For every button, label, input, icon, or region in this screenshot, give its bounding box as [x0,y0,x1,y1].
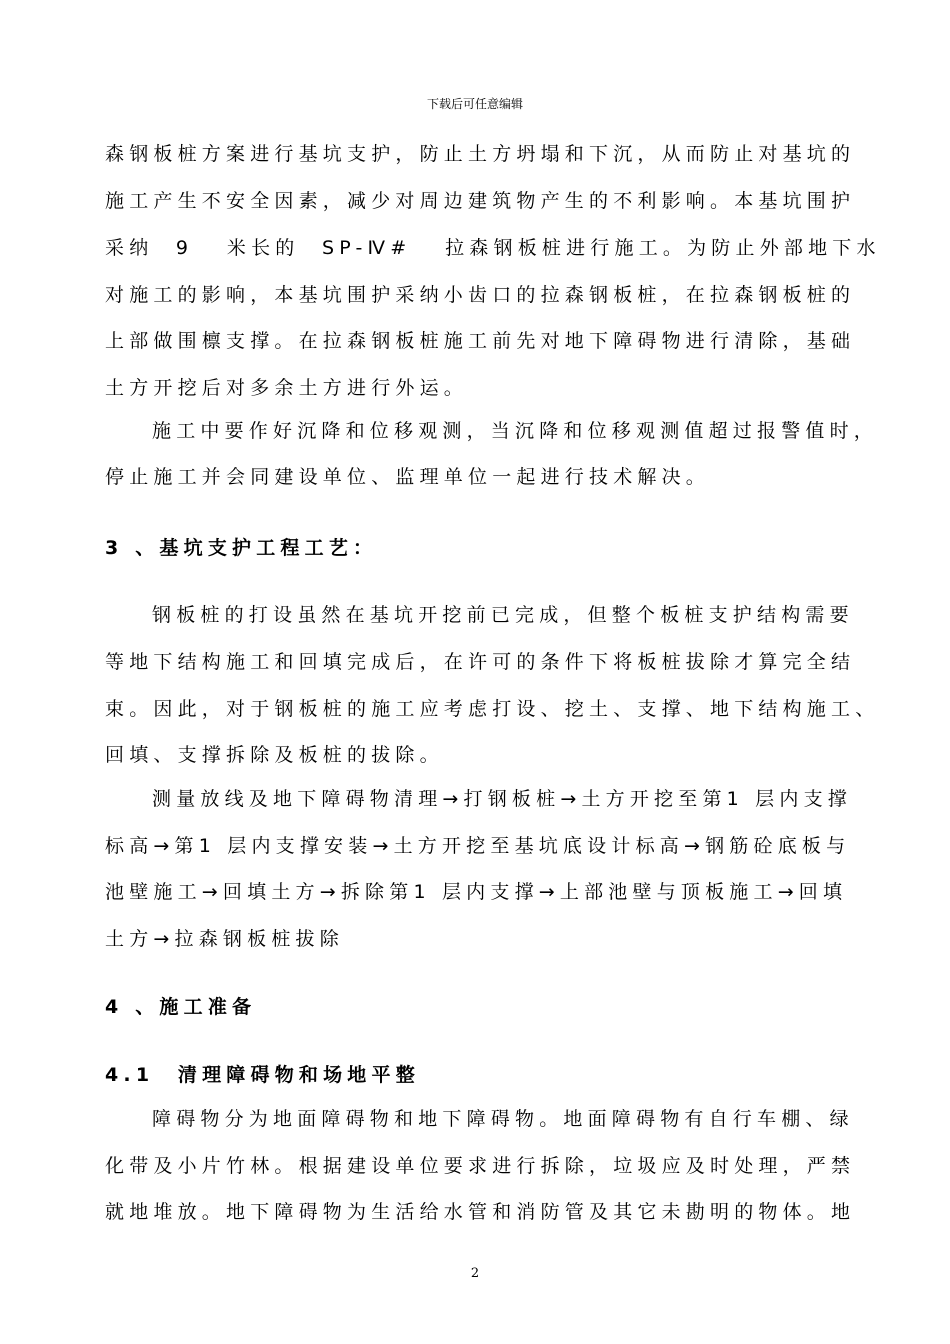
subsection-heading: 4.1 清理障碍物和场地平整 [105,1064,420,1086]
paragraph-line: 上部做围檩支撑。在拉森钢板桩施工前先对地下障碍物进行清除，基础 [105,330,856,352]
paragraph-line: 标高→第1 层内支撑安装→土方开挖至基坑底设计标高→钢筋砼底板与 [105,835,851,857]
paragraph-line: 钢板桩的打设虽然在基坑开挖前已完成，但整个板桩支护结构需要 [152,604,854,626]
paragraph-line: 测量放线及地下障碍物清理→打钢板桩→土方开挖至第1 层内支撑 [152,788,852,810]
section-heading: 4 、施工准备 [105,996,257,1018]
paragraph-line: 施工产生不安全因素，减少对周边建筑物产生的不利影响。本基坑围护 [105,190,856,212]
paragraph-line: 化带及小片竹林。根据建设单位要求进行拆除，垃圾应及时处理，严禁 [105,1155,856,1177]
paragraph-line: 束。因此，对于钢板桩的施工应考虑打设、挖土、支撑、地下结构施工、 [105,698,880,720]
paragraph-line: 施工中要作好沉降和位移观测，当沉降和位移观测值超过报警值时， [152,420,879,442]
paragraph-line: 停止施工并会同建设单位、监理单位一起进行技术解决。 [105,466,711,488]
section-heading: 3 、基坑支护工程工艺： [105,537,378,559]
paragraph-line: 土方→拉森钢板桩拔除 [105,928,344,950]
paragraph-line: 森钢板桩方案进行基坑支护，防止土方坍塌和下沉，从而防止对基坑的 [105,143,856,165]
paragraph-line: 障碍物分为地面障碍物和地下障碍物。地面障碍物有自行车棚、绿 [152,1108,854,1130]
paragraph-line: 回填、支撑拆除及板桩的拔除。 [105,744,444,766]
paragraph-line: 土方开挖后对多余土方进行外运。 [105,377,469,399]
page-header: 下载后可任意编辑 [426,97,523,111]
paragraph-line: 采纳 9 米长的 SP-Ⅳ# 拉森钢板桩进行施工。为防止外部地下水 [105,237,881,259]
paragraph-line: 等地下结构施工和回填完成后，在许可的条件下将板桩拔除才算完全结 [105,651,856,673]
paragraph-line: 对施工的影响，本基坑围护采纳小齿口的拉森钢板桩，在拉森钢板桩的 [105,284,856,306]
paragraph-line: 池壁施工→回填土方→拆除第1 层内支撑→上部池壁与顶板施工→回填 [105,881,848,903]
page-number: 2 [470,1266,480,1281]
paragraph-line: 就地堆放。地下障碍物为生活给水管和消防管及其它未勘明的物体。地 [105,1201,856,1223]
